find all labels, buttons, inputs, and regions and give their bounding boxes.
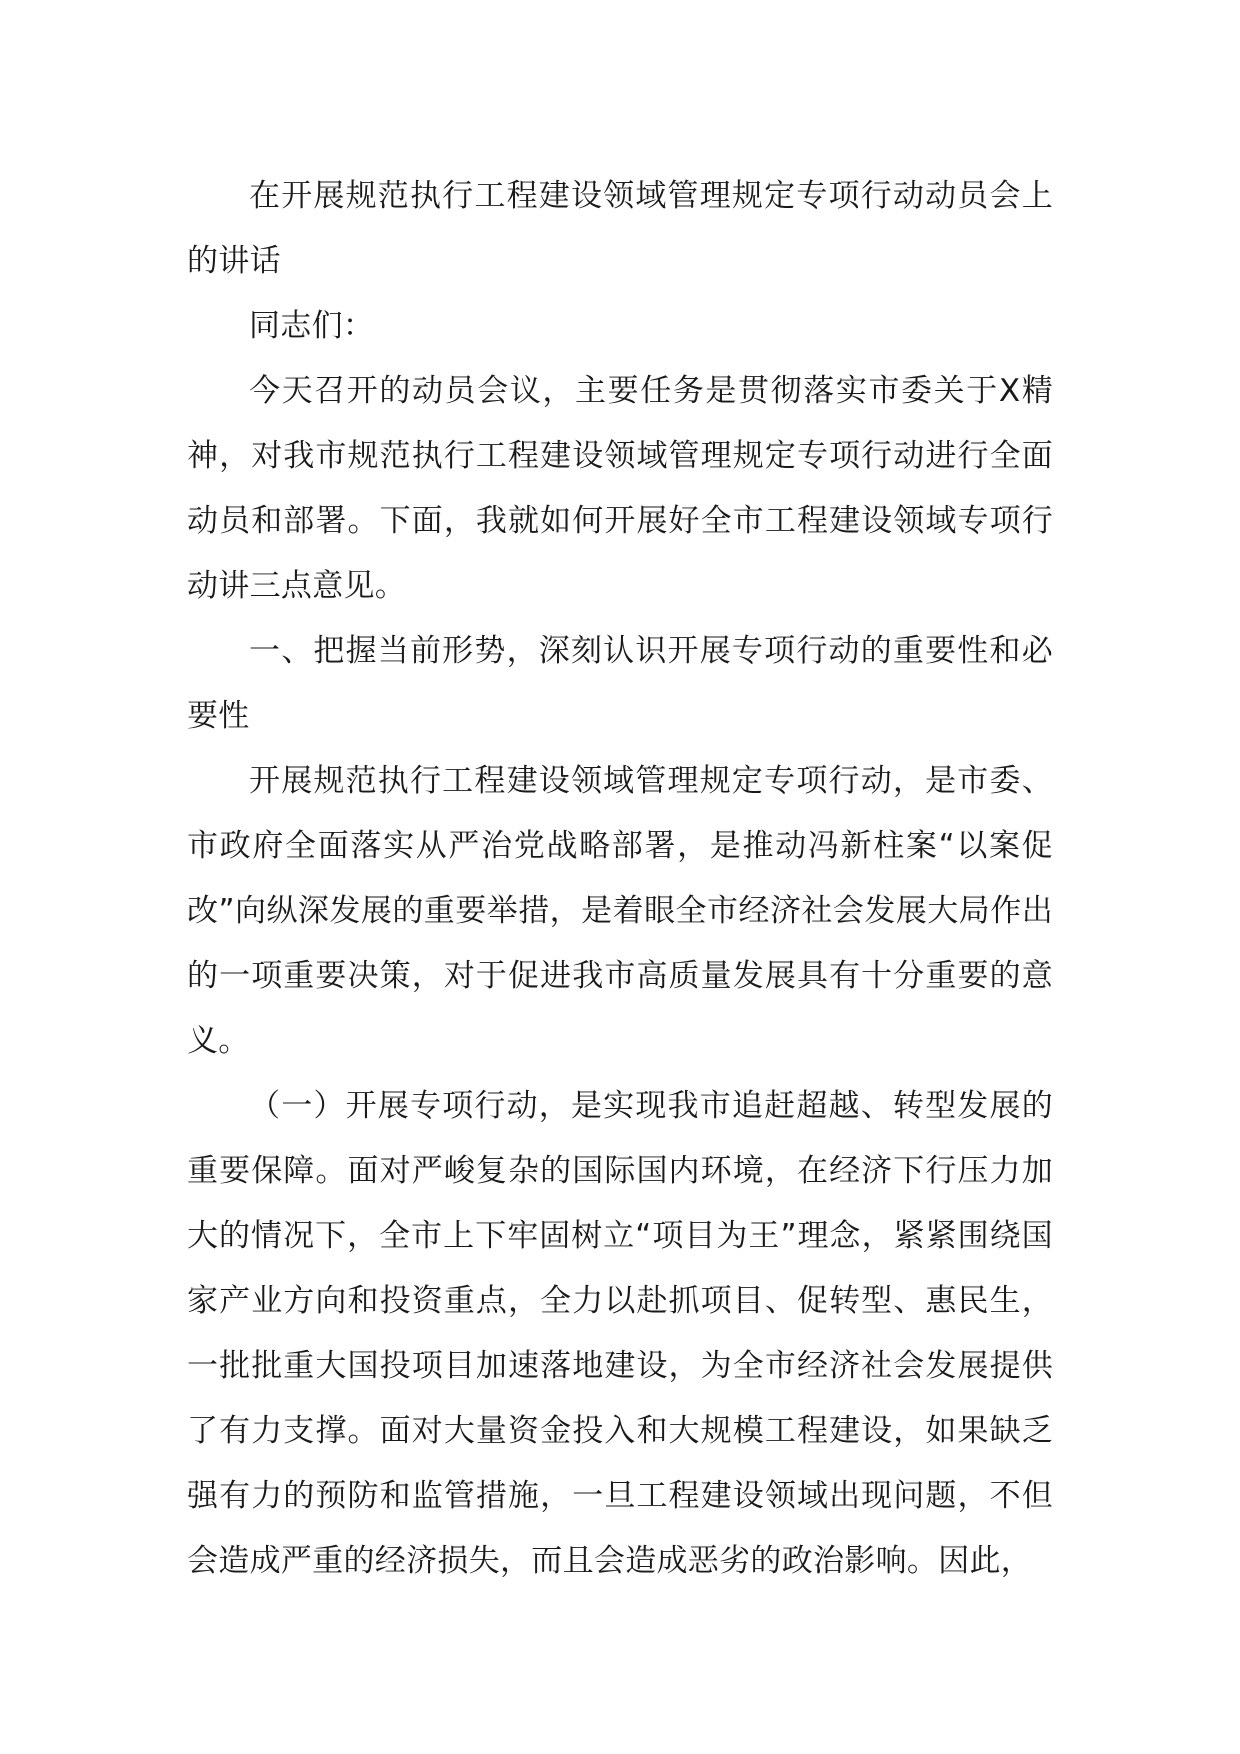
paragraph-intro: 今天召开的动员会议，主要任务是贯彻落实市委关于X精神，对我市规范执行工程建设领域管理规定专项行动进行全面动员和部署。下面，我就如何开展好全市工程建设领域专项行动讲三点意见。 xyxy=(187,373,1053,604)
section-heading-1: 一、把握当前形势，深刻认识开展专项行动的重要性和必要性 xyxy=(187,633,1053,734)
paragraph-significance: 开展规范执行工程建设领域管理规定专项行动，是市委、市政府全面落实从严治党战略部署，是推动冯新柱案“以案促改”向纵深发展的重要举措，是着眼全市经济社会发展大局作出的一项重要决策，对于促进我市高质量发展具有十分重要的意义。 xyxy=(187,763,1053,1059)
paragraph-subsection-1: （一）开展专项行动，是实现我市追赶超越、转型发展的重要保障。面对严峻复杂的国际国内环境，在经济下行压力加大的情况下，全市上下牢固树立“项目为王”理念，紧紧围绕国家产业方向和投资重点，全力以赴抓项目、促转型、惠民生，一批批重大国投项目加速落地建设，为全市经济社会发展提供了有力支撑。面对大量资金投入和大规模工程建设，如果缺乏强有力的预防和监管措施，一旦工程建设领域出现问题，不但会造成严重的经济损失，而且会造成恶劣的政治影响。因此， xyxy=(187,1088,1053,1579)
document-title: 在开展规范执行工程建设领域管理规定专项行动动员会上的讲话 xyxy=(187,178,1053,279)
document-body xyxy=(187,164,1053,1594)
salutation: 同志们： xyxy=(249,308,375,344)
